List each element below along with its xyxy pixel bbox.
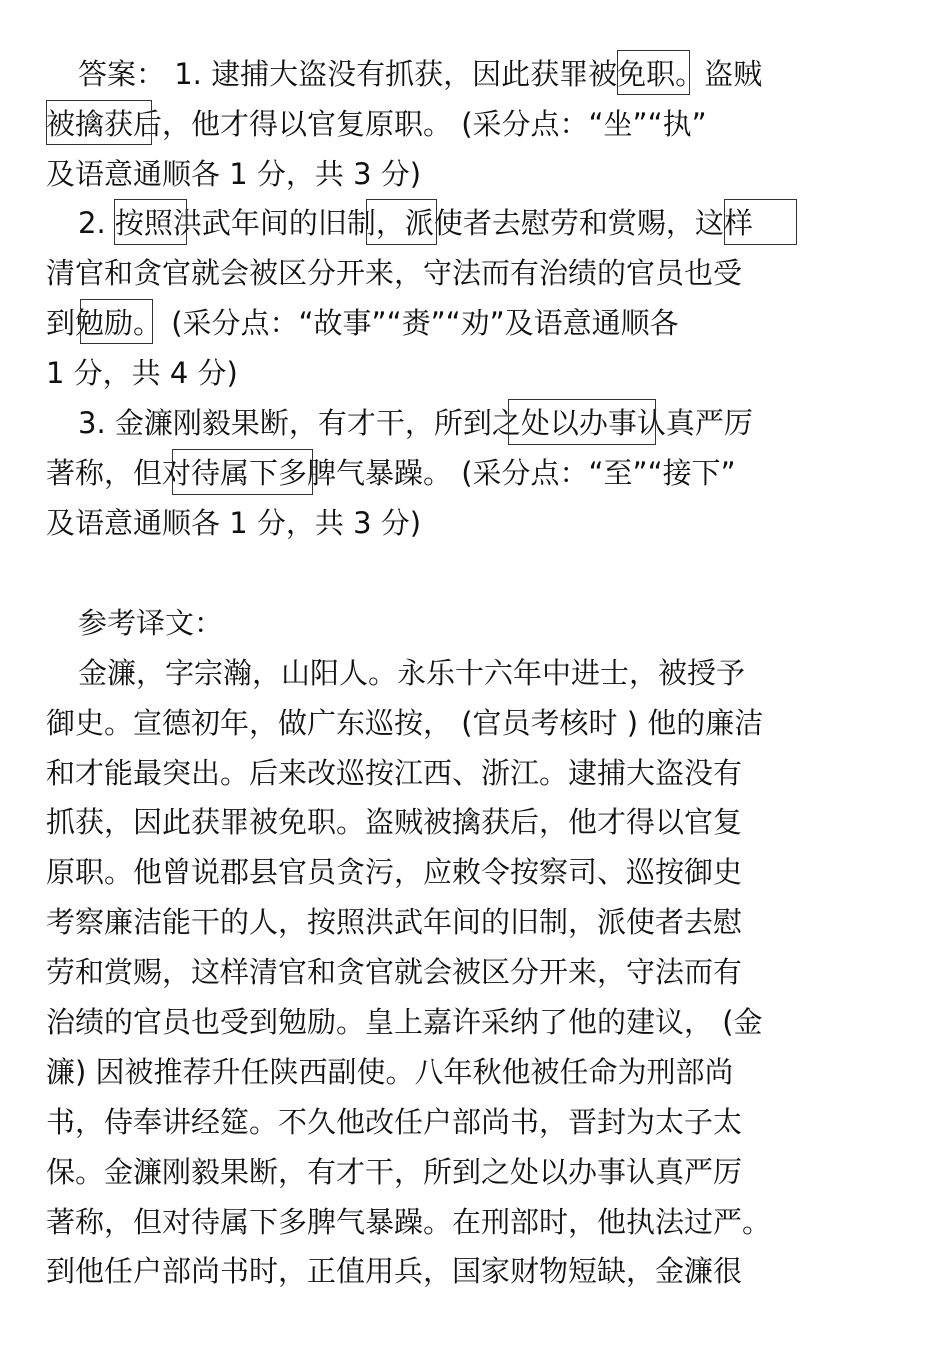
translation-line-9: 濂) 因被推荐升任陕西副使。八年秋他被任命为刑部尚 xyxy=(46,1055,734,1089)
answer-line-4: 2. 按照洪武年间的旧制，派使者去慰劳和赏赐，这样 xyxy=(78,206,753,240)
answer-line-2: 被擒获后，他才得以官复原职。 (采分点：“坐”“执” xyxy=(46,107,707,141)
answer-line-9: 著称，但对待属下多脾气暴躁。 (采分点：“至”“接下” xyxy=(46,456,736,490)
translation-line-12: 著称，但对待属下多脾气暴躁。在刑部时，他执法过严。 xyxy=(46,1205,772,1239)
answer-line-3: 及语意通顺各 1 分，共 3 分) xyxy=(46,157,422,191)
answer-line-7: 1 分，共 4 分) xyxy=(46,356,238,390)
translation-line-5: 原职。他曾说郡县官员贪污，应敕令按察司、巡按御史 xyxy=(46,855,743,889)
answer-line-1: 答案： 1. 逮捕大盗没有抓获，因此获罪被免职。盗贼 xyxy=(78,57,763,91)
translation-line-11: 保。金濂刚毅果断，有才干，所到之处以办事认真严厉 xyxy=(46,1155,743,1189)
translation-line-13: 到他任户部尚书时，正值用兵，国家财物短缺，金濂很 xyxy=(46,1254,743,1288)
answer-line-8: 3. 金濂刚毅果断，有才干，所到之处以办事认真严厉 xyxy=(78,406,753,440)
translation-line-4: 抓获，因此获罪被免职。盗贼被擒获后，他才得以官复 xyxy=(46,805,743,839)
answer-line-10: 及语意通顺各 1 分，共 3 分) xyxy=(46,506,422,540)
translation-line-1: 金濂，字宗瀚，山阳人。永乐十六年中进士，被授予 xyxy=(78,656,746,690)
translation-line-6: 考察廉洁能干的人，按照洪武年间的旧制，派使者去慰 xyxy=(46,905,743,939)
answer-line-5: 清官和贪官就会被区分开来，守法而有治绩的官员也受 xyxy=(46,256,743,290)
translation-line-2: 御史。宣德初年，做广东巡按， (官员考核时 ) 他的廉洁 xyxy=(46,706,764,740)
translation-line-7: 劳和赏赐，这样清官和贪官就会被区分开来，守法而有 xyxy=(46,955,743,989)
translation-heading: 参考译文： xyxy=(78,606,224,640)
translation-line-10: 书，侍奉讲经筵。不久他改任户部尚书，晋封为太子太 xyxy=(46,1105,743,1139)
answer-line-6: 到勉励。 (采分点：“故事”“赉”“劝”及语意通顺各 xyxy=(46,306,679,340)
translation-line-8: 治绩的官员也受到勉励。皇上嘉许采纳了他的建议， (金 xyxy=(46,1005,763,1039)
translation-line-3: 和才能最突出。后来改巡按江西、浙江。逮捕大盗没有 xyxy=(46,756,743,790)
